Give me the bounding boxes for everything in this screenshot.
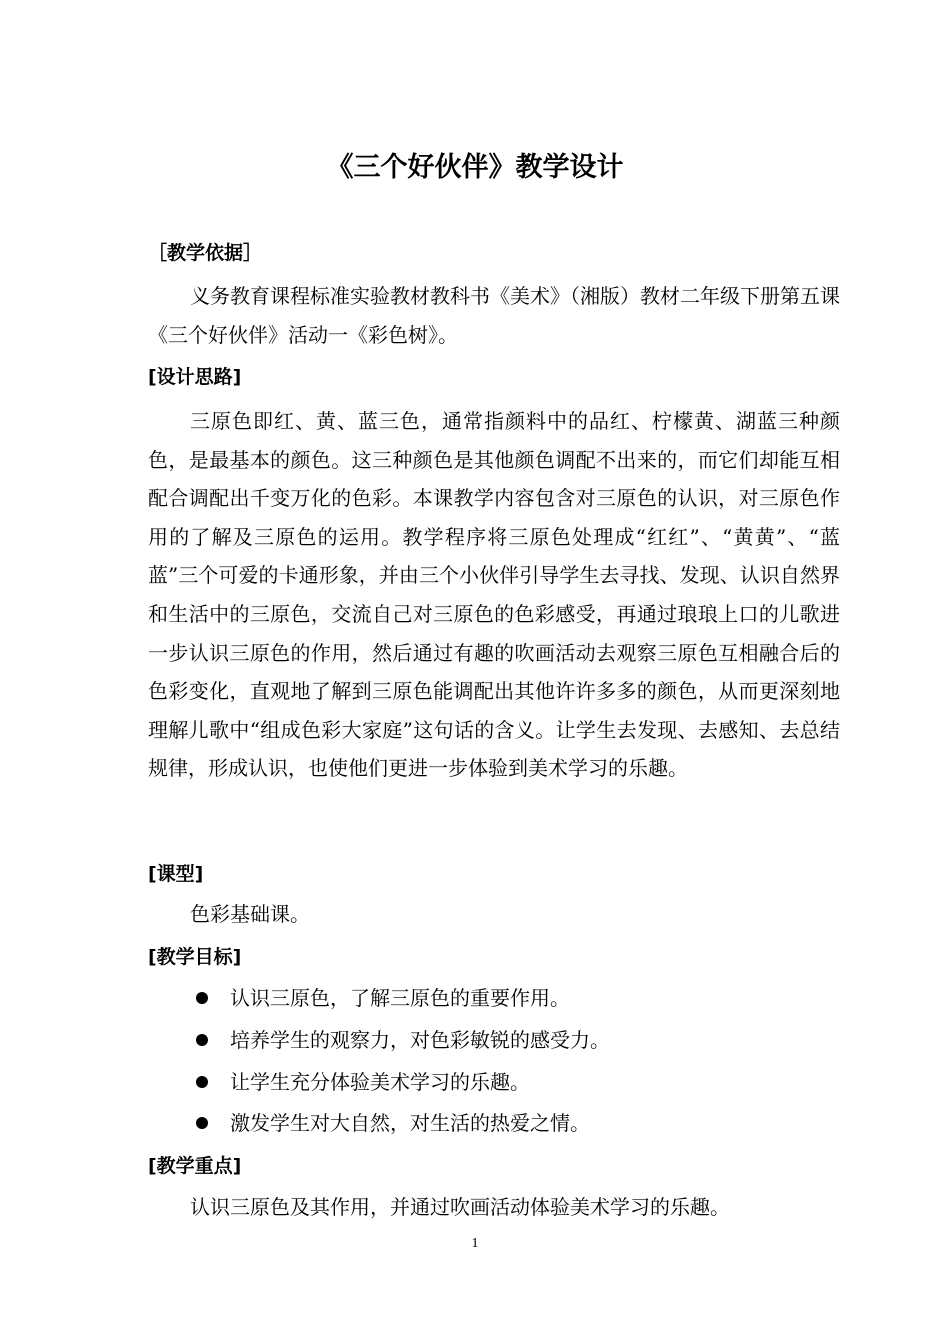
basis-paragraph: 义务教育课程标准实验教材教科书《美术》（湘版）教材二年级下册第五课《三个好伙伴》活动一《彩色树》。	[148, 284, 840, 347]
design-paragraph: 三原色即红、黄、蓝三色，通常指颜料中的品红、柠檬黄、湖蓝三种颜色，是最基本的颜色。这三种颜色是其他颜色调配不出来的，而它们却能互相配合调配出千变万化的色彩。本课教学内容包含对三原色的认识，对三原色作用的了解及三原色的运用。教学程序将三原色处理成“红红”、“黄黄”、“蓝蓝”三个可爱的卡通形象，并由三个小伙伴引导学生去寻找、发现、认识自然界和生活中的三原色，交流自己对三原色的色彩感受，再通过琅琅上口的儿歌进一步认识三原色的作用，然后通过有趣的吹画活动去观察三原色互相融合后的色彩变化，直观地了解到三原色能调配出其他许许多多的颜色，从而更深刻地理解儿歌中“组成色彩大家庭”这句话的含义。让学生去发现、去感知、去总结规律，形成认识，也使他们更进一步体验到美术学习的乐趣。	[148, 409, 840, 781]
section-heading-lesson-type: [课型]	[148, 863, 204, 885]
document-title: 《三个好伙伴》教学设计	[326, 152, 624, 183]
objective-list-item: 培养学生的观察力，对色彩敏锐的感受力。	[196, 1025, 610, 1055]
objective-list-item: 让学生充分体验美术学习的乐趣。	[196, 1067, 530, 1097]
section-heading-basis: ［教学依据］	[148, 242, 263, 264]
bullet-icon	[196, 1117, 208, 1129]
section-heading-design: [设计思路]	[148, 366, 242, 388]
section-heading-key-points: [教学重点]	[148, 1155, 242, 1177]
lesson-type-text: 色彩基础课。	[190, 902, 310, 926]
section-heading-objectives: [教学目标]	[148, 946, 242, 968]
bullet-icon	[196, 1076, 208, 1088]
key-points-text: 认识三原色及其作用，并通过吹画活动体验美术学习的乐趣。	[190, 1195, 730, 1219]
objective-list-item: 认识三原色，了解三原色的重要作用。	[196, 983, 570, 1013]
bullet-icon	[196, 1034, 208, 1046]
page-number: 1	[471, 1236, 479, 1251]
objective-list-item: 激发学生对大自然，对生活的热爱之情。	[196, 1108, 590, 1138]
bullet-icon	[196, 992, 208, 1004]
